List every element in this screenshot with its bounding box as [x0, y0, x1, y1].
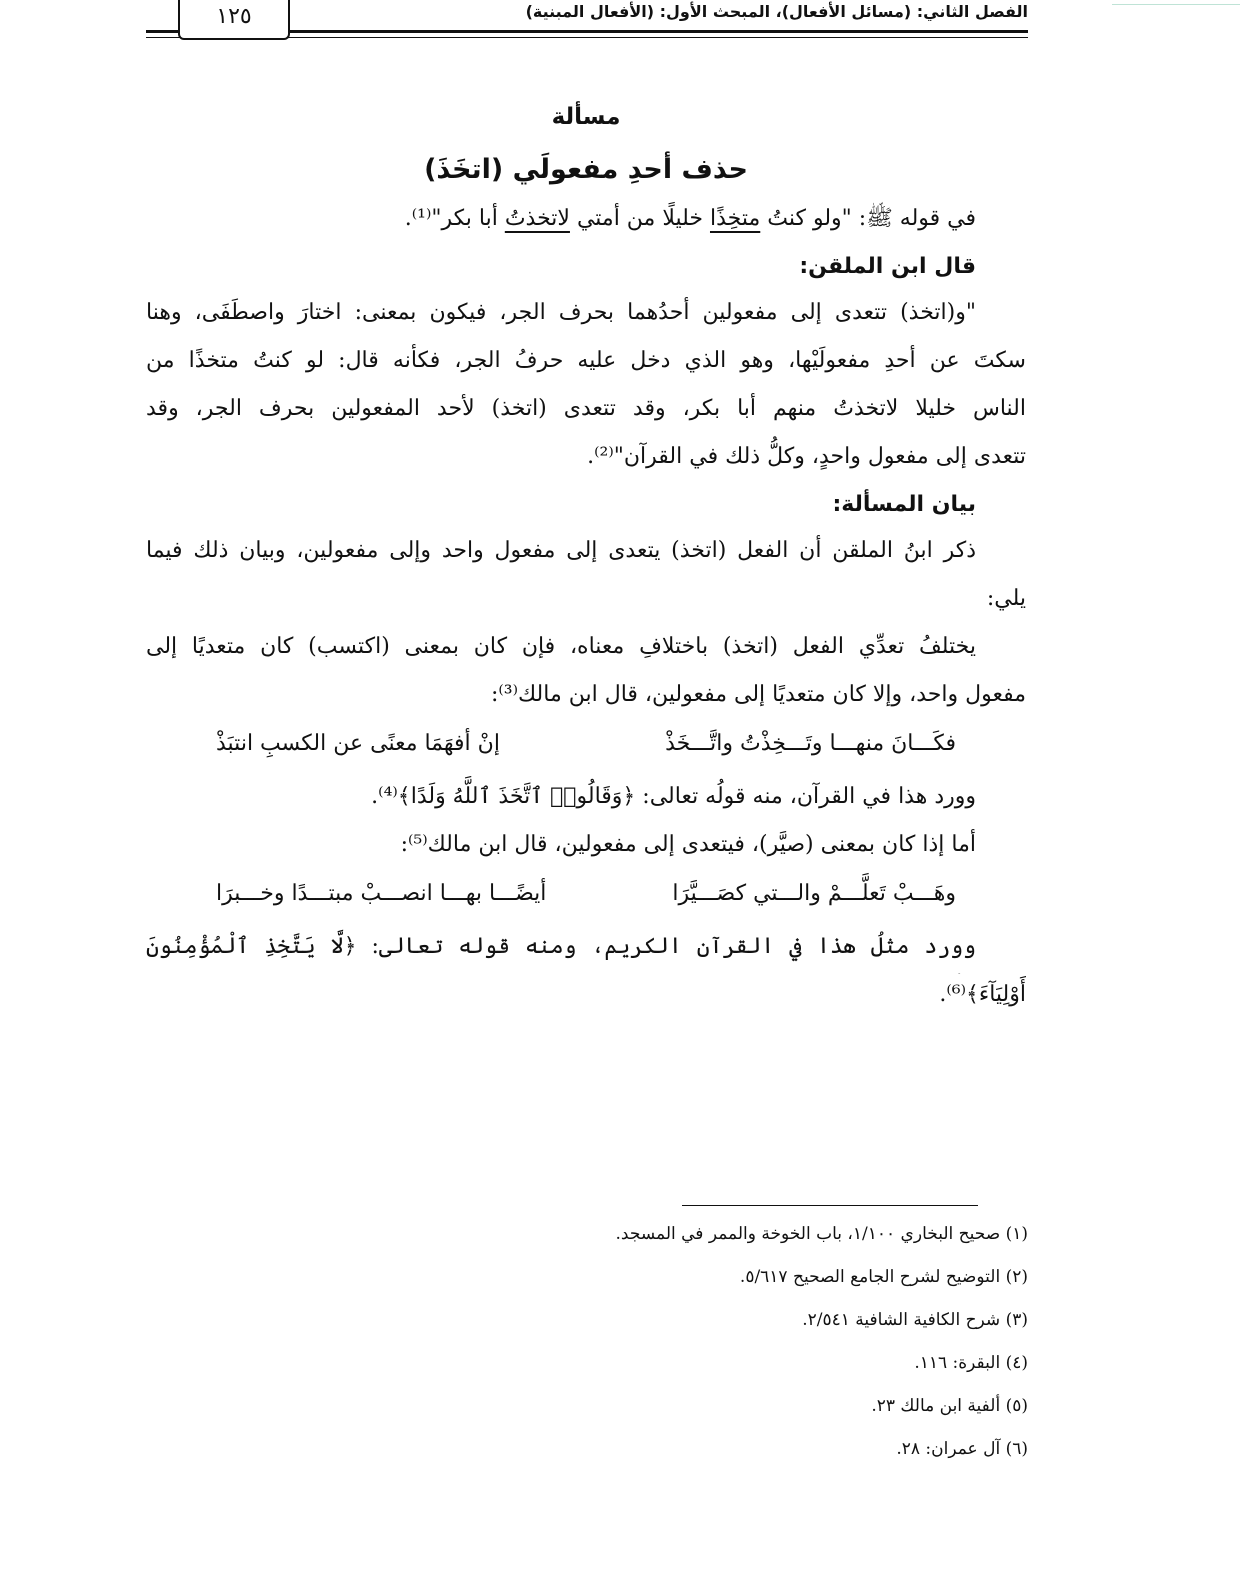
paragraph-line: يلي:	[986, 586, 1026, 611]
page-number: ١٢٥	[178, 0, 290, 40]
footnote: (١) صحيح البخاري ١/١٠٠، باب الخوخة والممر في المسجد.	[615, 1224, 1028, 1244]
running-header	[146, 0, 1028, 42]
footnote: (٦) آل عمران: ٢٨.	[896, 1439, 1028, 1459]
quran-citation-line: وورد مثلُ هذا في القرآن الكريم، ومنه قوله تعالى: ﴿لَّا يَتَّخِذِ ٱلْمُؤْمِنُونَ	[146, 934, 976, 959]
poetry-verse	[146, 872, 1026, 926]
paragraph-line: مفعول واحد، وإلا كان متعديًا إلى مفعولين، قال ابن مالك⁽³⁾:	[490, 682, 1026, 707]
footnotes	[400, 1222, 1028, 1480]
hadith-tail: أبا بكر"⁽¹⁾.	[404, 206, 505, 231]
hadith-lead: في قوله ﷺ: "ولو كنتُ	[760, 206, 976, 231]
paragraph-line: أما إذا كان بمعنى (صيَّر)، فيتعدى إلى مفعولين، قال ابن مالك⁽⁵⁾:	[400, 832, 976, 857]
page-body	[146, 92, 1026, 1022]
verse-hemistich-second: أيضًـــا بهـــا انصـــبْ مبتـــدًا وخـــبرَا	[216, 881, 547, 906]
underlined-word: متخِذًا	[709, 206, 761, 231]
section-label: مسألة	[551, 104, 621, 130]
chapter-title: الفصل الثاني: (مسائل الأفعال)، المبحث الأول: (الأفعال المبنية)	[525, 2, 1028, 21]
footnote-separator	[682, 1205, 978, 1206]
quote-line: سكتَ عن أحدِ مفعولَيْها، وهو الذي دخل عليه حرفُ الجر، فكأنه قال: لو كنتُ متخذًا من	[146, 348, 1026, 373]
paragraph-line: يختلفُ تعدِّي الفعل (اتخذ) باختلافِ معناه، فإن كان بمعنى (اكتسب) كان متعديًا إلى	[146, 634, 976, 659]
hadith-line	[146, 198, 1026, 246]
quote-line: الناس خليلا لاتخذتُ منهم أبا بكر، وقد تتعدى (اتخذ) لأحد المفعولين بحرف الجر، وقد	[146, 396, 1026, 421]
hadith-mid: خليلًا من أمتي	[569, 206, 710, 231]
quran-citation-line: وورد هذا في القرآن، منه قولُه تعالى: ﴿وَقَالُوا۟ ٱتَّخَذَ ٱللَّهُ وَلَدًا﴾⁽⁴⁾.	[371, 784, 976, 809]
quote-line: تتعدى إلى مفعول واحدٍ، وكلُّ ذلك في القرآن"⁽²⁾.	[587, 444, 1026, 469]
verse-hemistich-second: إنْ أفهَمَا معنًى عن الكسبِ انتبَذْ	[216, 731, 500, 756]
footnote: (٤) البقرة: ١١٦.	[914, 1353, 1028, 1373]
quote-line: "و(اتخذ) تتعدى إلى مفعولين أحدُهما بحرف الجر، فيكون بمعنى: اختارَ واصطَفَى، وهنا	[146, 300, 976, 325]
edge-mark	[1112, 4, 1240, 5]
quote-heading: قال ابن الملقن:	[799, 254, 976, 279]
section-title: حذف أحدِ مفعولَي (اتخَذَ)	[424, 154, 748, 185]
footnote: (٢) التوضيح لشرح الجامع الصحيح ٥/٦١٧.	[739, 1267, 1028, 1287]
verse-hemistich-first: فكَـــانَ منهـــا وتَـــخِذْتُ واتَّـــخَذْ	[665, 731, 956, 756]
poetry-verse	[146, 722, 1026, 776]
paragraph-line: ذكر ابنُ الملقن أن الفعل (اتخذ) يتعدى إلى مفعول واحد وإلى مفعولين، وبيان ذلك فيما	[146, 538, 976, 563]
footnote: (٥) ألفية ابن مالك ٢٣.	[871, 1396, 1028, 1416]
quran-citation-line: أَوْلِيَآءَ﴾⁽⁶⁾.	[939, 982, 1026, 1007]
explain-heading: بيان المسألة:	[832, 492, 976, 517]
verse-hemistich-first: وهَـــبْ تَعلَّـــمْ والـــتي كصَـــيَّرَا	[672, 881, 956, 906]
footnote: (٣) شرح الكافية الشافية ٢/٥٤١.	[802, 1310, 1028, 1330]
underlined-word: لاتخذتُ	[504, 206, 570, 231]
